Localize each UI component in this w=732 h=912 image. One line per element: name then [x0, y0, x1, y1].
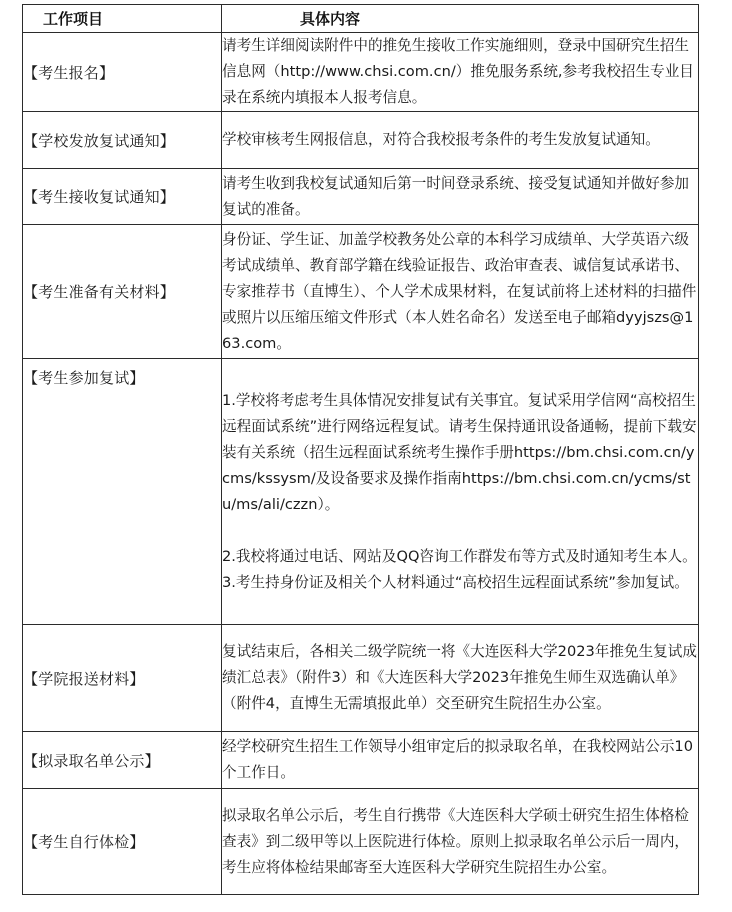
content-paragraph: 请考生收到我校复试通知后第一时间登录系统、接受复试通知并做好参加复试的准备。 — [222, 174, 690, 218]
content-paragraph: 学校审核考生网报信息，对符合我校报考条件的考生发放复试通知。 — [222, 131, 660, 148]
table-row — [23, 625, 699, 732]
work-process-table — [22, 4, 699, 895]
row-item-prepare-materials: 【考生准备有关材料】 — [23, 225, 222, 359]
row-item-physical-exam: 【考生自行体检】 — [23, 789, 222, 895]
row-item-registration: 【考生报名】 — [23, 33, 222, 112]
content-paragraph: 经学校研究生招生工作领导小组审定后的拟录取名单，在我校网站公示10个工作日。 — [222, 738, 693, 781]
header-specific-content: 具体内容 — [222, 5, 699, 33]
paragraph-gap — [222, 518, 698, 544]
row-item-attend-retest: 【考生参加复试】 — [23, 359, 222, 625]
row-item-publicity: 【拟录取名单公示】 — [23, 732, 222, 789]
content-paragraph: 身份证、学生证、加盖学校教务处公章的本科学习成绩单、大学英语六级考试成绩单、教育部学籍在线验证报告、政治审查表、诚信复试承诺书、专家推荐书（直博生）、个人学术成果材料，在复试前将上述材料的扫描件或照片以压缩压缩文件形式（本人姓名命名）发送至电子邮箱dyyjszs@163.com。 — [222, 230, 697, 352]
content-paragraph: 1.学校将考虑考生具体情况安排复试有关事宜。复试采用学信网“高校招生远程面试系统”进行网络远程复试。请考生保持通讯设备通畅，提前下载安装有关系统（招生远程面试系统考生操作手册https://bm.chsi.com.cn/ycms/kssysm/及设备要求及操作指南https://bm.chsi.com.cn/ycms/stu/ms/ali/czzn）。 — [222, 391, 697, 513]
table-row — [23, 169, 699, 225]
row-content — [222, 169, 699, 225]
table-row — [23, 112, 699, 169]
row-content — [222, 359, 699, 625]
content-paragraph: 2.我校将通过电话、网站及QQ咨询工作群发布等方式及时通知考生本人。 — [222, 547, 697, 565]
row-content — [222, 225, 699, 359]
row-item-submit-materials: 【学院报送材料】 — [23, 625, 222, 732]
table-row — [23, 359, 699, 625]
content-paragraph: 拟录取名单公示后，考生自行携带《大连医科大学硕士研究生招生体格检查表》到二级甲等以上医院进行体检。原则上拟录取名单公示后一周内，考生应将体检结果邮寄至大连医科大学研究生院招生办公室。 — [222, 806, 690, 876]
row-content — [222, 732, 699, 789]
header-work-item: 工作项目 — [23, 5, 222, 33]
row-content — [222, 112, 699, 169]
table-row — [23, 789, 699, 895]
row-content — [222, 625, 699, 732]
row-content — [222, 789, 699, 895]
table-row — [23, 732, 699, 789]
table-row — [23, 225, 699, 359]
table-header-row — [23, 5, 699, 33]
row-content — [222, 33, 699, 112]
row-item-issue-notice: 【学校发放复试通知】 — [23, 112, 222, 169]
table-row — [23, 33, 699, 112]
content-paragraph: 3.考生持身份证及相关个人材料通过“高校招生远程面试系统”参加复试。 — [222, 573, 689, 591]
content-paragraph: 请考生详细阅读附件中的推免生接收工作实施细则，登录中国研究生招生信息网（http://www.chsi.com.cn/）推免服务系统,参考我校招生专业目录在系统内填报本人报考信息。 — [222, 37, 694, 106]
content-paragraph: 复试结束后，各相关二级学院统一将《大连医科大学2023年推免生复试成绩汇总表》（附件3）和《大连医科大学2023年推免生师生双选确认单》（附件4，直博生无需填报此单）交至研究生院招生办公室。 — [222, 643, 697, 712]
row-item-receive-notice: 【考生接收复试通知】 — [23, 169, 222, 225]
